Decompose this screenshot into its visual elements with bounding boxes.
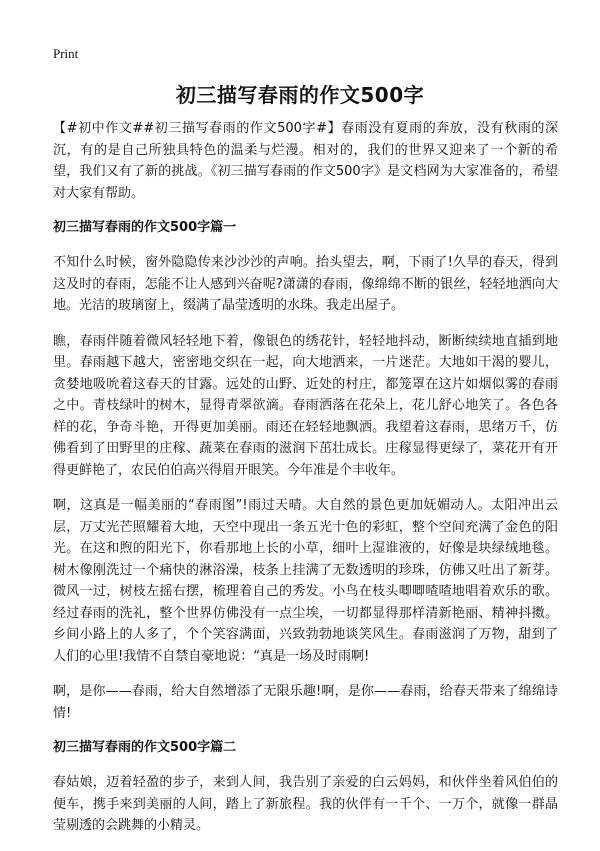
section-1-paragraph-4: 啊，是你——春雨，给大自然增添了无限乐趣!啊，是你——春雨，给春天带来了绵绵诗情! <box>53 684 558 721</box>
section-1-paragraph-3: 啊，这真是一幅美丽的“春雨图”!雨过天晴。大自然的景色更加妩媚动人。太阳冲出云层，万丈光芒照耀着大地，天空中现出一条五光十色的彩虹，整个空间充满了金色的阳光。在这和煦的阳光下，你看那地上长的小草，细叶上湿谁液的，好像是块绿绒地毯。树木像刚洗过一个痛快的淋浴澡，枝条上挂满了无数透明的珍珠，仿佛又吐出了新芽。微风一过，树枝左摇右摆，梳理着自己的秀发。小鸟在枝头唧唧喳喳地唱着欢乐的歌。经过春雨的洗礼，整个世界仿佛没有一点尘埃，一切都显得那样清新艳丽、精神抖擞。乡间小路上的人多了，个个笑容满面，兴致勃勃地谈笑风生。春雨滋润了万物，甜到了人们的心里!我情不自禁自豪地说：“真是一场及时雨啊! <box>53 498 558 664</box>
section-2-paragraph-1: 春姑娘，迈着轻盈的步子，来到人间，我告别了亲爱的白云妈妈，和伙伴坐着风伯伯的便车，携手来到美丽的人间，踏上了新旅程。我的伙伴有一千个、一万个，就像一群晶莹剔透的会跳舞的小精灵。 <box>53 775 558 833</box>
print-link[interactable]: Print <box>53 46 79 61</box>
section-1-paragraph-1: 不知什么时候，窗外隐隐传来沙沙沙的声响。抬头望去，啊，下雨了!久旱的春天，得到这及时的春雨，怎能不让人感到兴奋呢?潇潇的春雨，像绵绵不断的银丝，轻轻地洒向大地。光洁的玻璃窗上，缀满了晶莹透明的水珠。我走出屋子。 <box>53 255 558 313</box>
section-heading-2: 初三描写春雨的作文500字篇二 <box>53 740 237 755</box>
page-title: 初三描写春雨的作文500字 <box>175 83 425 107</box>
section-heading-1: 初三描写春雨的作文500字篇一 <box>53 220 237 235</box>
intro-paragraph: 【#初中作文##初三描写春雨的作文500字#】春雨没有夏雨的奔放，没有秋雨的深沉，有的是自己所独具特色的温柔与烂漫。相对的，我们的世界又迎来了一个新的希望，我们又有了新的挑战。《初三描写春雨的作文500字》是文档网为大家准备的，希望对大家有帮助。 <box>53 121 558 201</box>
section-1-paragraph-2: 瞧，春雨伴随着微风轻轻地下着，像银色的绣花针，轻轻地抖动，断断续续地直插到地里。春雨越下越大，密密地交织在一起，向大地洒来，一片迷茫。大地如干渴的婴儿，贪婪地吸吮着这春天的甘露。远处的山野、近处的村庄，都笼罩在这片如烟似雾的春雨之中。青枝绿叶的树木，显得青翠欲滴。春雨洒落在花朵上，花儿舒心地笑了。各色各样的花，争奇斗艳，开得更加美丽。雨还在轻轻地飘洒。我望着这春雨，思绪万千，仿佛看到了田野里的庄稼、蔬菜在春雨的滋润下茁壮成长。庄稼显得更绿了，菜花开有开得更鲜艳了，农民伯伯高兴得眉开眼笑。今年准是个丰收年。 <box>53 333 558 478</box>
article-body <box>53 118 558 851</box>
